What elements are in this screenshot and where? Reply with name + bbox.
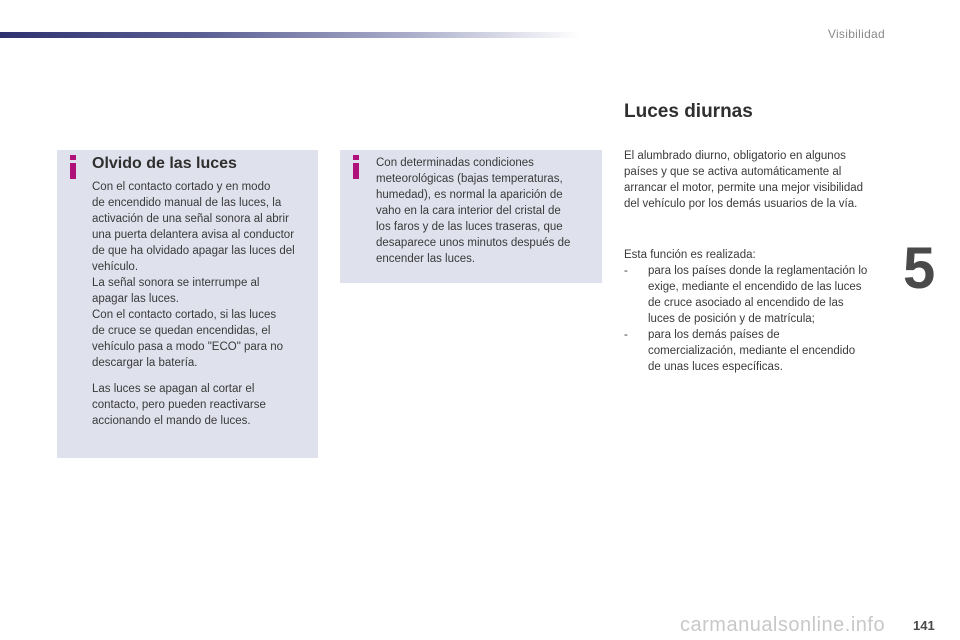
info-icon-bar (353, 163, 359, 179)
page-number: 141 (913, 618, 935, 633)
watermark: carmanualsonline.info (680, 614, 886, 636)
section-title: Visibilidad (827, 27, 885, 41)
list-item-text: para los demás países de comercialización, mediante el encendido de unas luces específicas. (648, 329, 856, 373)
chapter-number: 5 (903, 236, 936, 301)
page-title: Luces diurnas (624, 101, 753, 122)
function-list (624, 263, 886, 375)
info-icon-bar (70, 163, 76, 179)
list-dash: - (624, 265, 628, 277)
list-item (624, 327, 886, 375)
list-item-text: para los países donde la reglamentación lo exige, mediante el encendido de las luces de cruce asociado al encendido de las luces de posición y de matrícula; (648, 265, 868, 325)
header-accent-bar (0, 32, 580, 38)
info-box-paragraph: Con el contacto cortado y en modo de encendido manual de las luces, la activación de una señal sonora al abrir una puerta delantera avisa al conductor de que ha olvidado apagar las luces del vehículo. La señal sonora se interrumpe al apagar las luces. Con el contacto cortado, si las luces de cruce se quedan encendidas, el vehículo pasa a modo "ECO" para no descargar la batería. (92, 181, 295, 369)
info-icon-dot (70, 155, 76, 160)
body-paragraph: El alumbrado diurno, obligatorio en algunos países y que se activa automáticamente al arrancar el motor, permite una mejor visibilidad del vehículo por los demás usuarios de la vía. (624, 150, 864, 210)
list-item (624, 263, 886, 327)
info-icon (70, 155, 76, 179)
body-paragraph: Esta función es realizada: (624, 249, 756, 261)
info-icon-dot (353, 155, 359, 160)
list-dash: - (624, 329, 628, 341)
info-box-paragraph: Las luces se apagan al cortar el contacto, pero pueden reactivarse accionando el mando de luces. (92, 383, 266, 427)
info-box-title: Olvido de las luces (92, 155, 237, 172)
info-box-paragraph: Con determinadas condiciones meteorológicas (bajas temperaturas, humedad), es normal la aparición de vaho en la cara interior del cristal de los faros y de las luces traseras, que desaparece unos minutos después de encender las luces. (376, 157, 571, 265)
info-icon (353, 155, 359, 179)
